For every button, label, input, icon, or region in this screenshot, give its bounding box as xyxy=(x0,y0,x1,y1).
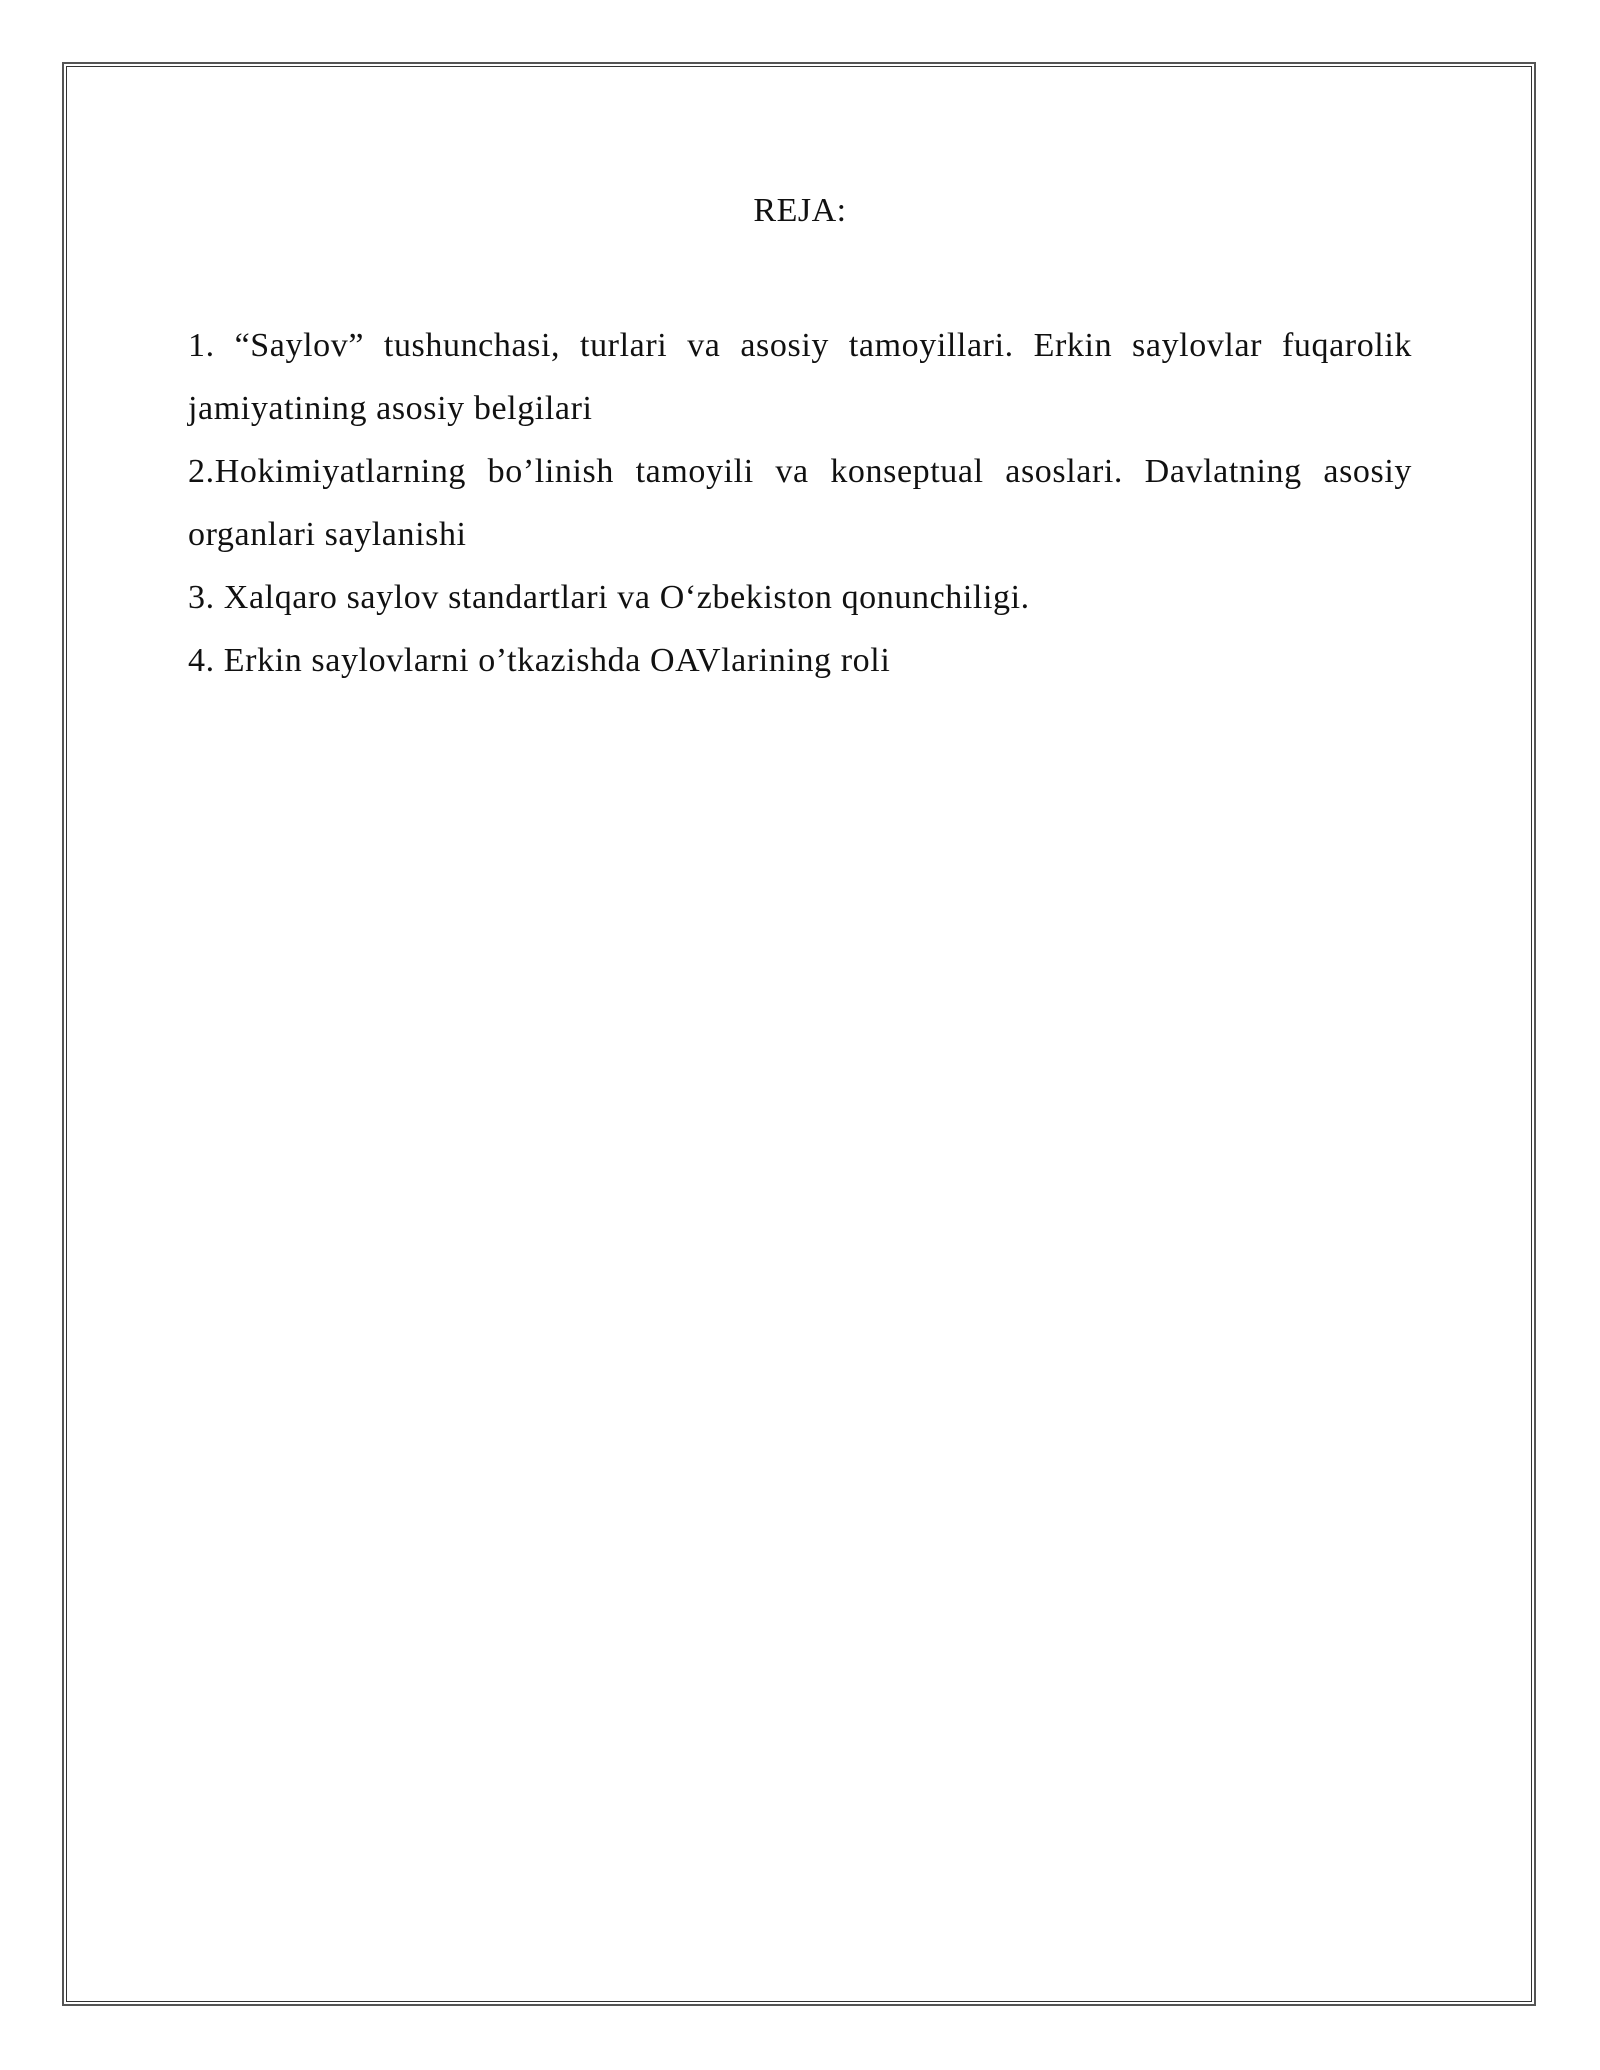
plan-item-3: 3. Xalqaro saylov standartlari va O‘zbekiston qonunchiligi. xyxy=(188,579,1030,616)
document-content xyxy=(188,186,1412,692)
document-title: REJA: xyxy=(753,192,847,229)
plan-list xyxy=(188,314,1412,692)
plan-item-2: 2.Hokimiyatlarning bo’linish tamoyili va konseptual asoslari. Davlatning asosiy organlari saylanishi xyxy=(188,453,1412,553)
plan-item-4: 4. Erkin saylovlarni o’tkazishda OAVlarining roli xyxy=(188,642,891,679)
plan-item-1: 1. “Saylov” tushunchasi, turlari va asosiy tamoyillari. Erkin saylovlar fuqarolik jamiyatining asosiy belgilari xyxy=(188,327,1412,427)
